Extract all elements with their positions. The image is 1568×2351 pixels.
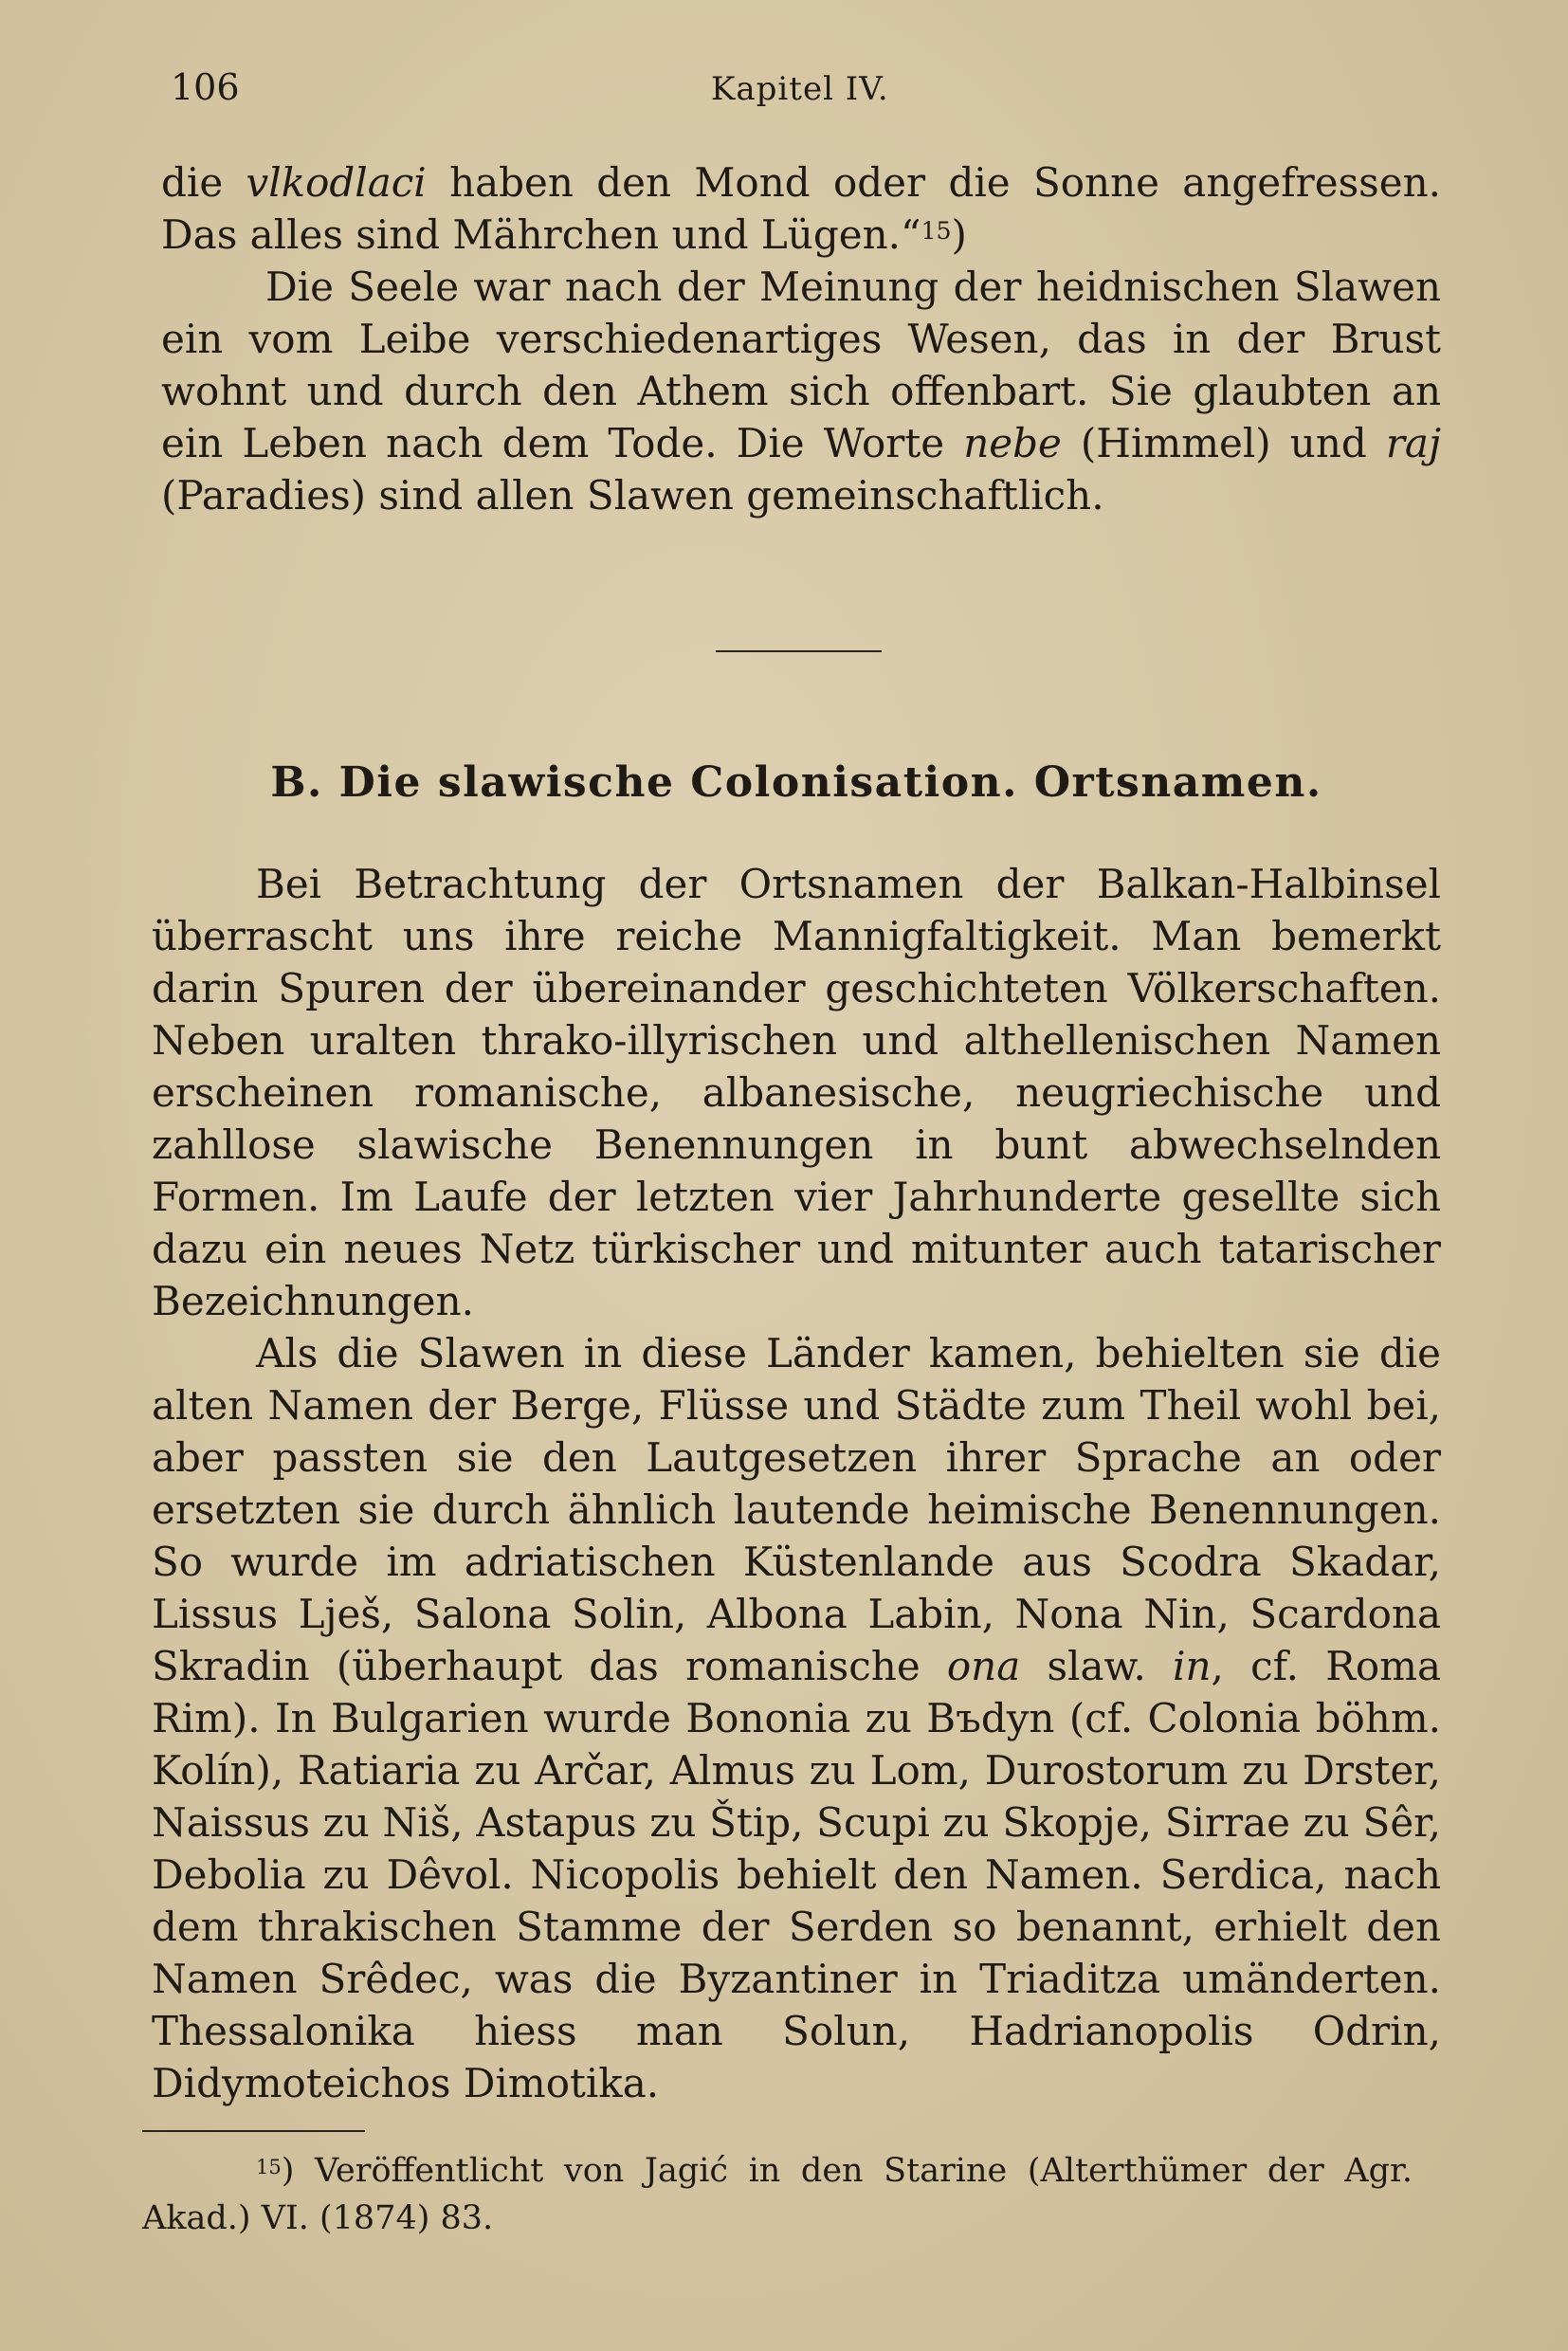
- paragraph: Bei Betrachtung der Ortsnamen der Balkan-Halbinsel überrascht uns ihre reiche Mannigfaltigkeit. Man bemerkt darin Spuren der übereinander geschichteten Völkerschaften. Neben uralten thrako-illyrischen und althellenischen Namen erscheinen romanische, albanesische, neugriechische und zahllose slawische Benennungen in bunt abwechselnden Formen. Im Laufe der letzten vier Jahrhunderte gesellte sich dazu ein neues Netz türkischer und mitunter auch tatarischer Bezeichnungen.: [152, 861, 1441, 1324]
- section-heading: B. Die slawische Colonisation. Ortsnamen.: [270, 758, 1322, 807]
- paragraph: [152, 1327, 1441, 2109]
- book-page: [142, 47, 1450, 2304]
- section-divider: [716, 650, 882, 652]
- paragraph-text: haben den Mond oder die Sonne angefressen. Das alles sind Mährchen und Lügen.“: [161, 159, 1441, 258]
- footnote: [142, 2147, 1413, 2242]
- paragraph: [161, 261, 1441, 521]
- paragraph-text: Die Seele war nach der Meinung der heidnischen Slawen ein vom Leibe verschiedenartiges Wesen, das in der Brust wohnt und durch den Athem sich offenbart. Sie glaubten an ein Leben nach dem Tode. Die Worte: [161, 264, 1441, 466]
- running-head: Kapitel IV.: [711, 70, 889, 108]
- footnote-rule: [142, 2130, 365, 2132]
- page-header: [142, 57, 1450, 114]
- paragraph-text: Als die Slawen in diese Länder kamen, behielten sie die alten Namen der Berge, Flüsse und Städte zum Theil wohl bei, aber passten sie den Lautgesetzen ihrer Sprache an oder ersetzten sie durch ähnlich lautende heimische Benennungen. So wurde im adriatischen Küstenlande aus Scodra Skadar, Lissus Lješ, Salona Solin, Albona Labin, Nona Nin, Scardona Skradin (überhaupt das romanische: [152, 1330, 1441, 1689]
- paragraph: die vlkodlaci haben den Mond oder die Sonne angefressen. Das alles sind Mährchen und Lügen.“$^{15}$): [161, 159, 1441, 258]
- paragraph-text: (Paradies) sind allen Slawen gemeinschaftlich.: [161, 472, 1104, 519]
- paragraph-text: , cf. Roma Rim). In Bulgarien wurde Bononia zu Bъdyn (cf. Colonia böhm. Kolín), Ratiaria zu Arčar, Almus zu Lom, Durostorum zu Drster, Naissus zu Niš, Astapus zu Štip, Scupi zu Skopje, Sirrae zu Sêr, Debolia zu Dêvol. Nicopolis behielt den Namen. Serdica, nach dem thrakischen Stamme der Serden so benannt, erhielt den Namen Srêdec, was die Byzantiner in Triaditza umänderten. Thessalonika hiess man Solun, Hadrianopolis Odrin, Didymoteichos Dimotika.: [152, 1643, 1441, 2106]
- paragraph-text: slaw.: [1020, 1643, 1174, 1689]
- paragraph-text: ): [951, 211, 967, 258]
- footnote-body: ) Veröffentlicht von Jagić in den Starine (Alterthümer der Agr. Akad.) VI. (1874) 83.: [142, 2152, 1413, 2237]
- footnote-reference: 15: [921, 217, 952, 245]
- footnote-text: [142, 2147, 1413, 2242]
- italic-term: raj: [1385, 420, 1441, 466]
- italic-term: ona: [946, 1643, 1021, 1689]
- page-number: 106: [171, 66, 240, 108]
- italic-term: nebe: [963, 420, 1062, 466]
- italic-term: in: [1173, 1643, 1212, 1689]
- italic-term: vlkodlaci: [246, 159, 427, 206]
- chapter-text-continuation: [161, 156, 1441, 521]
- section-text: [152, 858, 1441, 2109]
- footnote-marker: 15: [256, 2156, 282, 2178]
- paragraph-text: (Himmel) und: [1061, 420, 1386, 466]
